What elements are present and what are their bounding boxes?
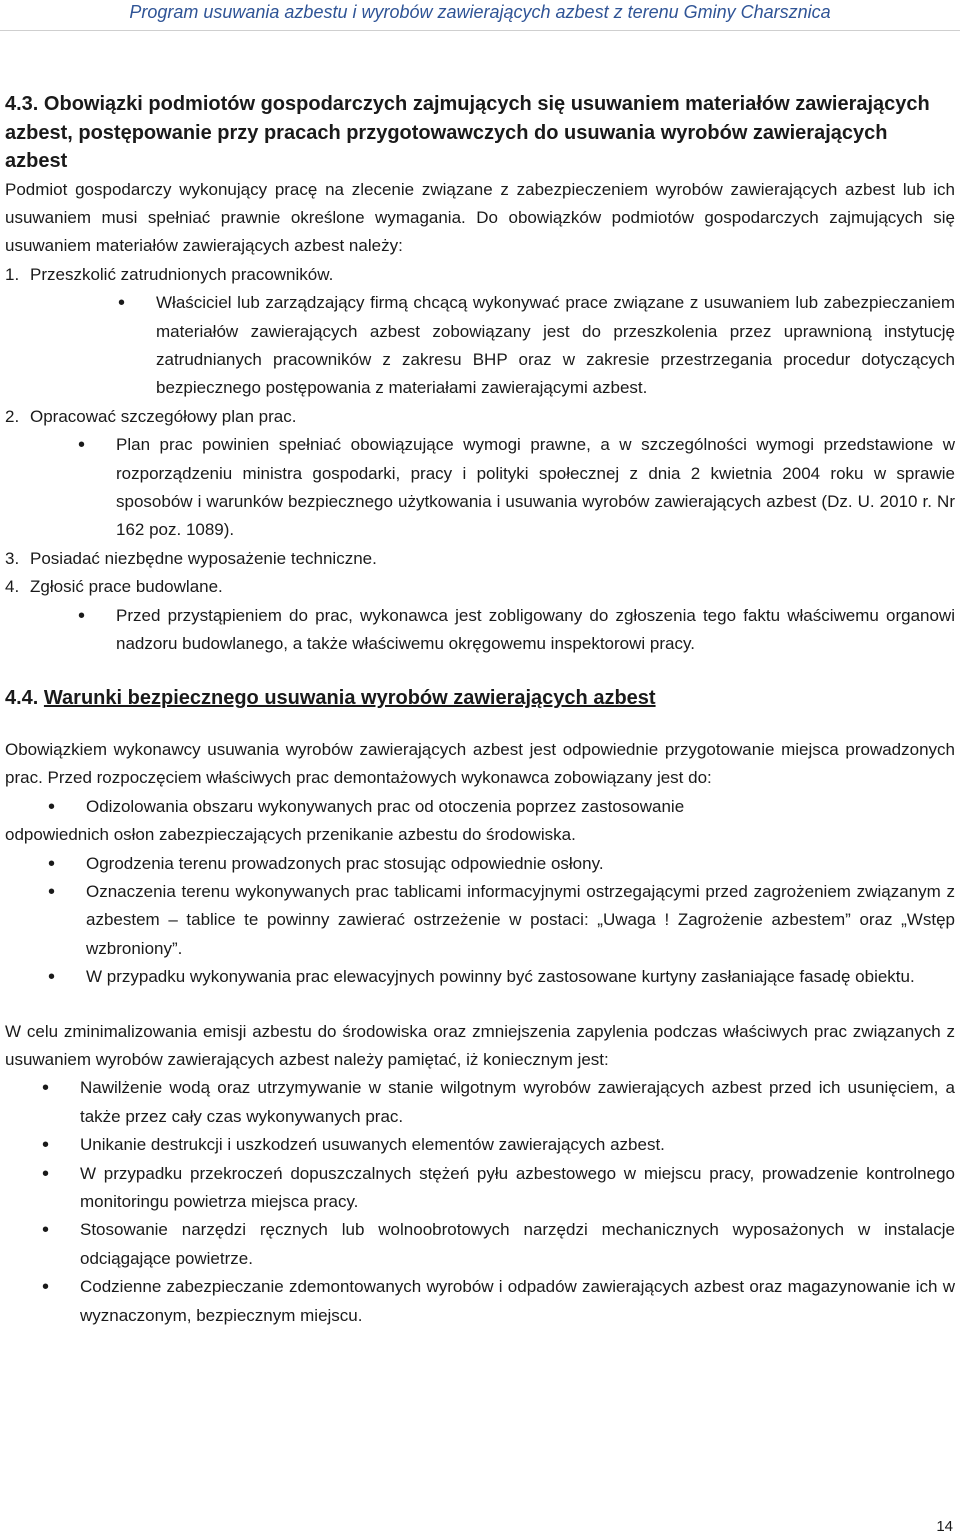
bullet-text: Codzienne zabezpieczanie zdemontowanych wyrobów i odpadów zawierających azbest oraz magazynowanie ich w wyznaczonym, bezpiecznym miejscu. xyxy=(80,1277,955,1325)
list-item xyxy=(5,261,955,289)
bullet-item xyxy=(5,1160,955,1217)
bullet-item xyxy=(5,1131,955,1159)
list-item xyxy=(5,573,955,601)
bullet-item xyxy=(5,850,955,878)
bullet-text: Plan prac powinien spełniać obowiązujące wymogi prawne, a w szczególności wymogi przedstawione w rozporządzeniu ministra gospodarki, pracy i polityki społecznej z dnia 2 kwietnia 2004 roku w sprawie sposobów i warunków bezpiecznego użytkowania i usuwania wyrobów zawierających azbest (Dz. U. 2010 r. Nr 162 poz. 1089). xyxy=(116,435,955,540)
bullet-item xyxy=(5,602,955,659)
bullet-icon: • xyxy=(42,1276,50,1299)
running-header: Program usuwania azbestu i wyrobów zawierających azbest z terenu Gminy Charsznica xyxy=(129,2,831,22)
page-body xyxy=(5,90,955,1330)
bullet-item xyxy=(5,793,955,821)
bullet-icon: • xyxy=(42,1162,50,1185)
item-text: Zgłosić prace budowlane. xyxy=(30,577,223,597)
bullet-text: Ogrodzenia terenu prowadzonych prac stosując odpowiednie osłony. xyxy=(86,853,604,873)
item-number: 4. xyxy=(5,577,20,597)
bullet-item xyxy=(5,1273,955,1330)
bullet-item xyxy=(5,1074,955,1131)
bullet-icon: • xyxy=(118,292,126,315)
item-text: Opracować szczegółowy plan prac. xyxy=(30,406,297,426)
bullet-continuation: odpowiednich osłon zabezpieczających przenikanie azbestu do środowiska. xyxy=(5,825,576,845)
bullet-text: Unikanie destrukcji i uszkodzeń usuwanych elementów zawierających azbest. xyxy=(80,1135,665,1155)
bullet-icon: • xyxy=(48,880,56,903)
bullet-item xyxy=(5,878,955,963)
section-4-4-paragraph: W celu zminimalizowania emisji azbestu do środowiska oraz zmniejszenia zapylenia podczas właściwych prac związanych z usuwaniem wyrobów zawierających azbest należy pamiętać, iż koniecznym jest: xyxy=(5,1021,955,1069)
item-text: Przeszkolić zatrudnionych pracowników. xyxy=(30,264,334,284)
item-number: 3. xyxy=(5,548,20,568)
item-number: 1. xyxy=(5,264,20,284)
section-4-3-heading: 4.3. Obowiązki podmiotów gospodarczych zajmujących się usuwaniem materiałów zawierających azbest, postępowanie przy pracach przygotowawczych do usuwania wyrobów zawierających azbest xyxy=(5,93,930,172)
bullet-text: Nawilżenie wodą oraz utrzymywanie w stanie wilgotnym wyrobów zawierających azbest przed ich usunięciem, a także przez cały czas wykonywanych prac. xyxy=(80,1078,955,1126)
bullet-item xyxy=(5,1216,955,1273)
section-4-4-number: 4.4. xyxy=(5,687,39,710)
bullet-icon: • xyxy=(78,434,86,457)
item-text: Posiadać niezbędne wyposażenie techniczne. xyxy=(30,548,377,568)
list-item xyxy=(5,403,955,431)
bullet-icon: • xyxy=(42,1134,50,1157)
section-4-4-intro: Obowiązkiem wykonawcy usuwania wyrobów zawierających azbest jest odpowiednie przygotowanie miejsca prowadzonych prac. Przed rozpoczęciem właściwych prac demontażowych wykonawca zobowiązany jest do: xyxy=(5,739,955,788)
bullet-icon: • xyxy=(78,604,86,627)
bullet-text: W przypadku przekroczeń dopuszczalnych stężeń pyłu azbestowego w miejscu pracy, prowadzenie kontrolnego monitoringu powietrza miejsca pracy. xyxy=(80,1163,955,1211)
section-4-4-heading xyxy=(5,684,955,713)
page-number: 14 xyxy=(936,1518,953,1535)
header-rule xyxy=(0,30,960,31)
bullet-icon: • xyxy=(48,966,56,989)
bullet-text: Przed przystąpieniem do prac, wykonawca jest zobligowany do zgłoszenia tego faktu właściwemu organowi nadzoru budowlanego, a także właściwemu okręgowemu inspektorowi pracy. xyxy=(116,605,955,653)
section-4-4-title: Warunki bezpiecznego usuwania wyrobów zawierających azbest xyxy=(43,687,656,710)
section-4-3-intro: Podmiot gospodarczy wykonujący pracę na zlecenie związane z zabezpieczeniem wyrobów zawierających azbest lub ich usuwaniem musi spełniać prawnie określone wymagania. Do obowiązków podmiotów gospodarczych zajmujących się usuwaniem materiałów zawierających azbest należy: xyxy=(5,179,955,256)
bullet-text: W przypadku wykonywania prac elewacyjnych powinny być zastosowane kurtyny zasłaniające fasadę obiektu. xyxy=(86,967,915,987)
bullet-item xyxy=(5,963,955,991)
bullet-text: Właściciel lub zarządzający firmą chcącą wykonywać prace związane z usuwaniem lub zabezpieczaniem materiałów zawierających azbest zobowiązany jest do przeszkolenia przez uprawnioną instytucję zatrudnianych pracowników z zakresu BHP oraz w zakresie przestrzegania procedur dotyczących bezpiecznego postępowania z materiałami zawierającymi azbest. xyxy=(156,293,955,398)
bullet-text: Stosowanie narzędzi ręcznych lub wolnoobrotowych narzędzi mechanicznych wyposażonych w instalacje odciągające powietrze. xyxy=(80,1220,955,1268)
bullet-icon: • xyxy=(48,852,56,875)
list-item xyxy=(5,545,955,573)
bullet-item xyxy=(5,289,955,403)
bullet-icon: • xyxy=(42,1077,50,1100)
bullet-text: Oznaczenia terenu wykonywanych prac tablicami informacyjnymi ostrzegającymi przed zagrożeniem związanym z azbestem – tablice te powinny zawierać ostrzeżenie w postaci: „Uwaga ! Zagrożenie azbestem” oraz „Wstęp wzbroniony”. xyxy=(86,881,955,958)
bullet-icon: • xyxy=(48,795,56,818)
bullet-icon: • xyxy=(42,1219,50,1242)
item-number: 2. xyxy=(5,406,20,426)
bullet-item xyxy=(5,431,955,545)
bullet-text: Odizolowania obszaru wykonywanych prac od otoczenia poprzez zastosowanie xyxy=(86,796,685,816)
